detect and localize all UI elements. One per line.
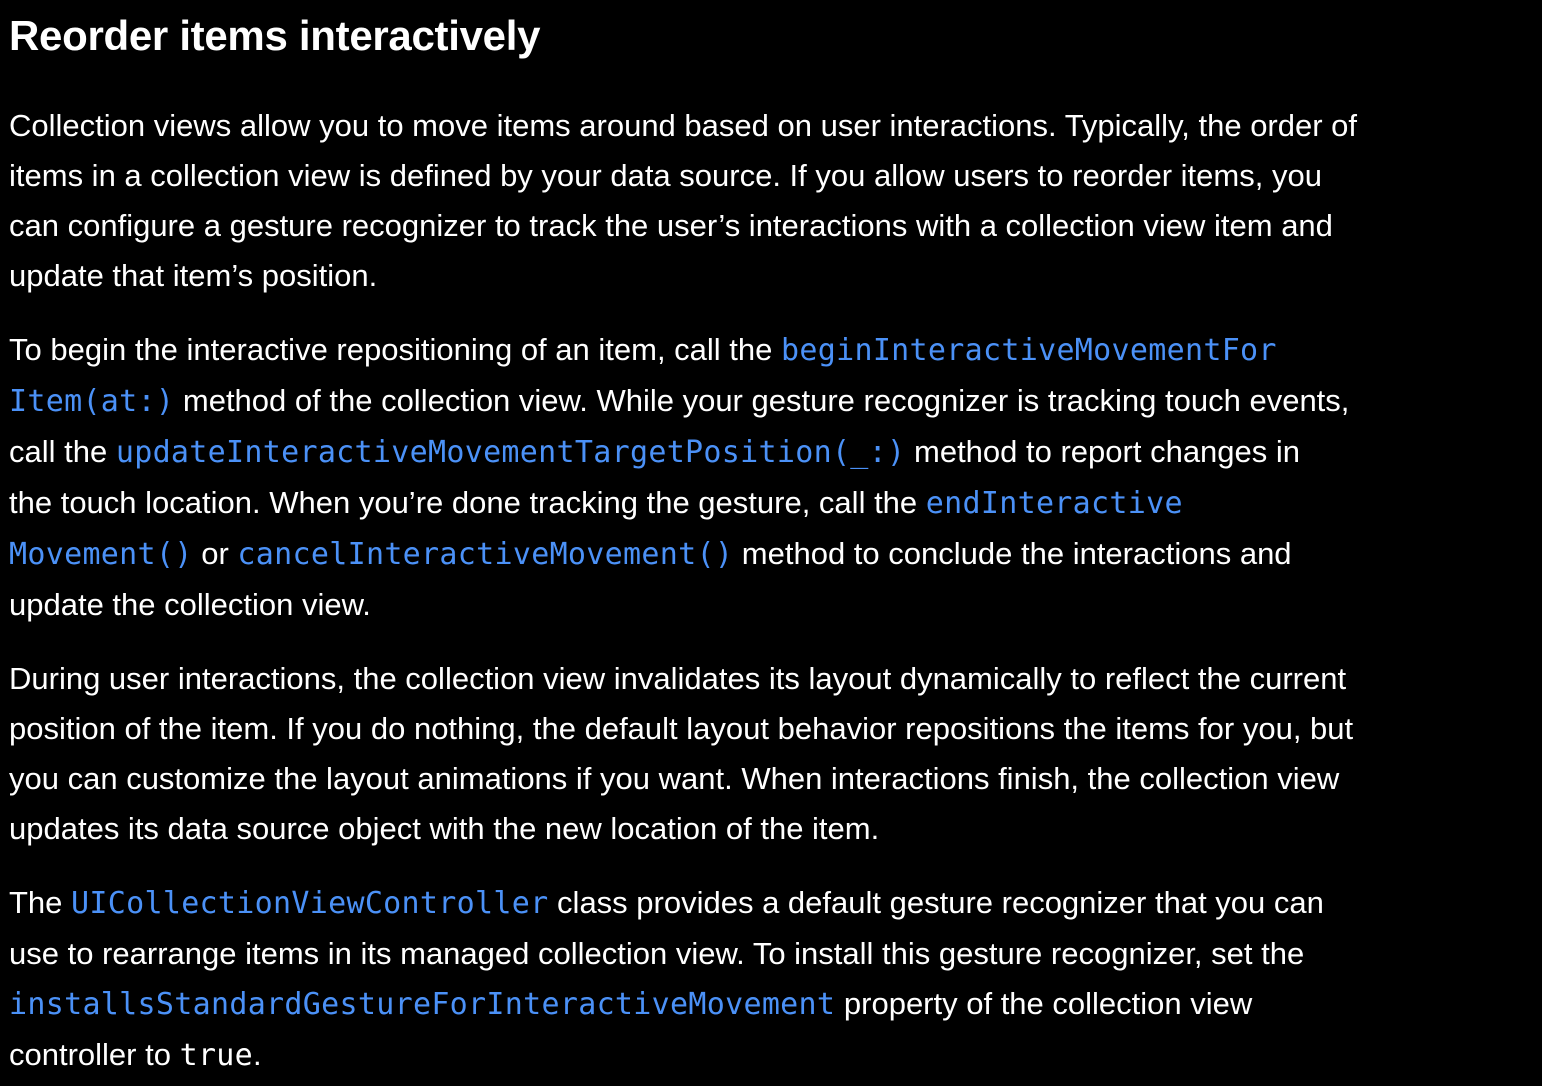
section-heading: Reorder items interactively: [9, 12, 541, 59]
text-run: property of the collection view: [835, 986, 1253, 1021]
text-run: the touch location. When you’re done tracking the gesture, call the: [9, 485, 926, 520]
text-run: controller to: [9, 1037, 180, 1072]
paragraph-line: [9, 478, 1522, 529]
link-begin-interactive-movement[interactable]: beginInteractiveMovementFor: [781, 333, 1277, 368]
code-true: true: [179, 1038, 254, 1073]
text-run: call the: [9, 434, 116, 469]
paragraph-line: [9, 878, 1522, 929]
text-run: The: [9, 885, 72, 920]
link-update-interactive-movement[interactable]: updateInteractiveMovementTargetPosition(_:): [115, 435, 906, 470]
paragraph-line: [9, 979, 1522, 1030]
text-run: method to conclude the interactions and: [733, 536, 1292, 571]
paragraph-line: can configure a gesture recognizer to track the user’s interactions with a collection view item and: [9, 208, 1333, 243]
paragraph-line: [9, 529, 1522, 580]
text-run: .: [253, 1037, 262, 1072]
paragraph-line: position of the item. If you do nothing, the default layout behavior repositions the items for you, but: [9, 711, 1354, 746]
paragraph-line: [9, 376, 1522, 427]
link-cancel-interactive-movement[interactable]: cancelInteractiveMovement(): [237, 537, 734, 572]
text-run: method of the collection view. While your gesture recognizer is tracking touch events,: [174, 383, 1350, 418]
paragraph-controller: [9, 878, 1522, 1081]
link-end-interactive-movement-cont[interactable]: Movement(): [9, 537, 193, 572]
paragraph-layout: [9, 654, 1522, 854]
link-begin-interactive-movement-cont[interactable]: Item(at:): [9, 384, 175, 419]
paragraph-line: update the collection view.: [9, 587, 371, 622]
paragraph-line: [9, 1030, 1522, 1081]
text-run: To begin the interactive repositioning of an item, call the: [9, 332, 782, 367]
paragraph-line: Collection views allow you to move items around based on user interactions. Typically, the order of: [9, 108, 1358, 143]
paragraph-methods: [9, 325, 1522, 630]
paragraph-line: update that item’s position.: [9, 258, 378, 293]
text-run: class provides a default gesture recognizer that you can: [548, 885, 1324, 920]
paragraph-line: updates its data source object with the new location of the item.: [9, 811, 880, 846]
paragraph-intro: [9, 101, 1522, 301]
link-ui-collection-view-controller[interactable]: UICollectionViewController: [71, 886, 549, 921]
link-installs-standard-gesture[interactable]: installsStandardGestureForInteractiveMovement: [9, 987, 836, 1022]
paragraph-line: items in a collection view is defined by your data source. If you allow users to reorder items, you: [9, 158, 1322, 193]
link-end-interactive-movement[interactable]: endInteractive: [925, 486, 1183, 521]
text-run: or: [192, 536, 238, 571]
text-run: method to report changes in: [905, 434, 1301, 469]
paragraph-line: During user interactions, the collection view invalidates its layout dynamically to reflect the current: [9, 661, 1347, 696]
paragraph-line: [9, 325, 1522, 376]
paragraph-line: you can customize the layout animations if you want. When interactions finish, the collection view: [9, 761, 1340, 796]
paragraph-line: use to rearrange items in its managed collection view. To install this gesture recognizer, set the: [9, 936, 1305, 971]
paragraph-line: [9, 427, 1522, 478]
